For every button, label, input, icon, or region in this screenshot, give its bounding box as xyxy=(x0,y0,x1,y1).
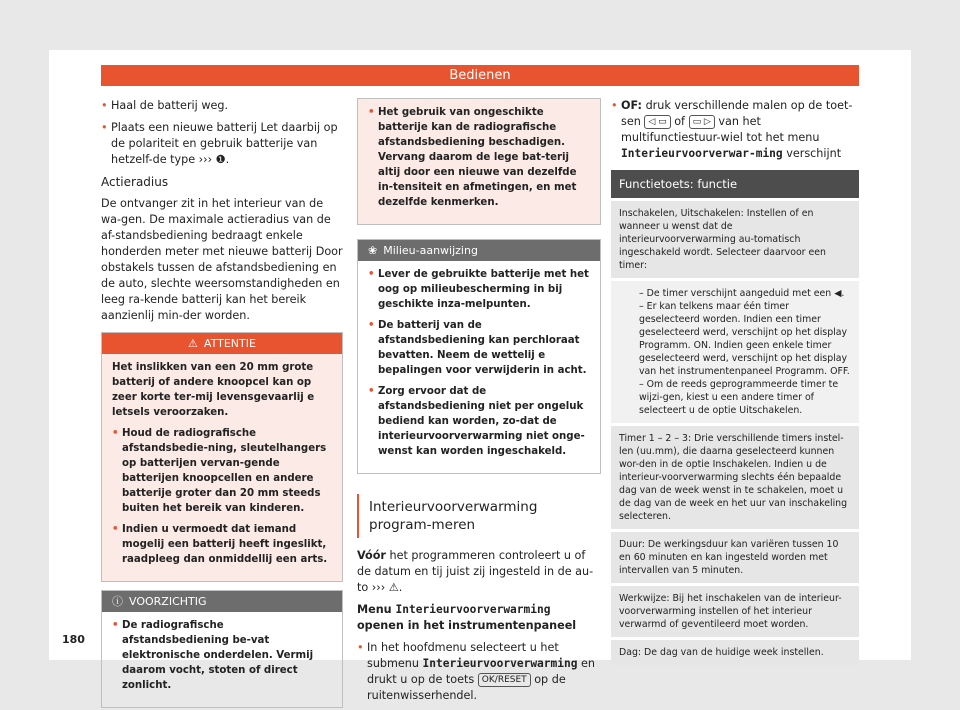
warning-title: ATTENTIE xyxy=(203,337,256,350)
bullet-remove-battery: • Haal de batterij weg. xyxy=(101,98,343,114)
bullet-submenu xyxy=(357,640,601,704)
environment-title: Milieu-aanwijzing xyxy=(383,244,478,257)
or-text-mid: of xyxy=(670,115,689,128)
before-text: het programmeren controleert u of de datum en tij juist zij ingesteld in de au-to ››› ⚠. xyxy=(357,549,594,594)
column-right xyxy=(611,98,859,665)
para-before-programming xyxy=(357,548,601,596)
warning-continued-box xyxy=(357,98,601,225)
environment-body xyxy=(358,261,600,473)
function-table xyxy=(611,170,859,665)
submenu-text-c: op de ruitenwisserhendel. xyxy=(367,673,566,702)
warning-body xyxy=(102,354,342,581)
row-dag: Dag: De dag van de huidige week instellen. xyxy=(611,639,859,666)
para-range: De ontvanger zit in het interieur van de wa-gen. De maximale actieradius van de af-standsbediening bedraagt enkele honderden meter met nieuwe batterij Door obstakels tussen de afstandsbediening en de auto, slechte weersomstandigheden en leeg ra-kende batterij kan het bereik aanzienlij min-der worden. xyxy=(101,197,343,322)
warning-continued-body xyxy=(358,99,600,224)
row-inschakelen-details: – De timer verschijnt aangeduid met een ◀. – Er kan telkens maar één timer geselecteerd worden. Indien een timer geselecteerd werd, verschijnt op het display Programm. ON. Indien geen enkele timer geselecteerd werd, verschijnt op het display van het instrumentenpaneel Programm. OFF. – Om de reeds geprogrammeerde timer te wijzi-gen, kiest u een andere timer of selecteert u de optie Uitschakelen. xyxy=(611,280,859,425)
section-title: Interieurvoorverwarming program-meren xyxy=(357,494,601,538)
warning-bullet-1: • Houd de radiografische afstandsbedie-ning, sleutelhangers op batterijen vervan-gende batterijen knoopcellen en andere batterije groter dan 20 mm steeds buiten het bereik van kinderen. xyxy=(112,426,332,516)
warning-header xyxy=(102,333,342,354)
caution-box xyxy=(101,590,343,708)
or-label: OF: xyxy=(621,99,643,112)
table-row xyxy=(611,639,859,666)
info-icon: ⓘ xyxy=(112,595,123,608)
environment-header xyxy=(358,240,600,261)
table-row xyxy=(611,280,859,425)
menu-instruction xyxy=(357,602,601,634)
heading-range: Actieradius xyxy=(101,175,169,189)
warning-box xyxy=(101,332,343,582)
function-table-title: Functietoets: functie xyxy=(611,170,859,198)
table-row xyxy=(611,585,859,639)
function-table-body xyxy=(611,198,859,665)
menu-text: openen in het instrumentenpaneel xyxy=(357,619,577,632)
environment-box xyxy=(357,239,601,474)
submenu-code: Interieurvoorverwarming xyxy=(422,657,578,670)
row-werkwijze: Werkwijze: Bij het inschakelen van de interieur-voorverwarming instellen of het interieur verwarmd of geventileerd moet worden. xyxy=(611,585,859,639)
leaf-icon: ❀ xyxy=(368,244,378,257)
or-text-c: verschijnt xyxy=(782,147,842,160)
caution-title: VOORZICHTIG xyxy=(129,595,207,608)
right-arrow-key: ▭ ▷ xyxy=(689,115,715,129)
before-label: Vóór xyxy=(357,549,386,562)
column-middle xyxy=(357,98,601,710)
table-row xyxy=(611,531,859,585)
caution-body xyxy=(102,612,342,707)
caution-header xyxy=(102,591,342,612)
environment-bullet-3: • Zorg ervoor dat de afstandsbediening niet per ongeluk bediend kan worden, zo-dat de interieurvoorverwarming niet onge-wenst kan worden ingeschakeld. xyxy=(368,384,590,459)
or-text-a: druk verschillende malen op de toet-sen xyxy=(621,99,853,128)
column-left xyxy=(101,98,343,708)
or-code: Interieurvoorverwar-ming xyxy=(621,147,783,160)
left-arrow-key: ◁ ▭ xyxy=(644,115,670,129)
caution-bullet-1: • De radiografische afstandsbediening be-vat elektronische onderdelen. Vermij daarom vocht, stoten of direct zonlicht. xyxy=(112,618,332,693)
warning-text: Het inslikken van een 20 mm grote batterij of andere knoopcel kan op zeer korte ter-mij levensgevaarlij e letsels veroorzaken. xyxy=(112,362,315,418)
submenu-text-a: In het hoofdmenu selecteert u het submenu xyxy=(367,641,559,670)
or-text-b: van het multifunctiestuur-wiel tot het menu xyxy=(621,115,820,144)
warning-bullet-2: • Indien u vermoedt dat iemand mogelij een batterij heeft ingeslikt, raadpleeg dan onmiddellij een arts. xyxy=(112,522,332,567)
environment-bullet-1: • Lever de gebruikte batterije met het oog op milieubescherming in bij geschikte inza-melpunten. xyxy=(368,267,590,312)
submenu-text-b: en drukt u op de toets xyxy=(367,657,595,686)
row-inschakelen: Inschakelen, Uitschakelen: Instellen of en wanneer u wenst dat de interieurvoorverwarming au-tomatisch ingeschakeld wordt. Selecteer daarvoor een timer: xyxy=(611,200,859,280)
page-number: 180 xyxy=(62,633,85,646)
menu-label: Menu xyxy=(357,603,396,616)
page-header: Bedienen xyxy=(101,65,859,86)
table-row xyxy=(611,200,859,280)
row-timer: Timer 1 – 2 – 3: Drie verschillende timers instel-len (uu.mm), die daarna geselecteerd kunnen wor-den in de optie Inschakelen. Indien u de interieur-voorverwarming slechts één bepaalde dag van de week wenst in te schakelen, moet u de dag van de week en het uur van inschakeling selecteren. xyxy=(611,425,859,531)
table-row xyxy=(611,425,859,531)
menu-code: Interieurvoorverwarming xyxy=(395,603,551,616)
ok-reset-key: OK/RESET xyxy=(478,673,531,687)
row-duur: Duur: De werkingsduur kan variëren tussen 10 en 60 minuten en kan ingesteld worden met intervallen van 5 minuten. xyxy=(611,531,859,585)
bullet-new-battery: • Plaats een nieuwe batterij Let daarbij op de polariteit en gebruik batterije van hetzelf-de type ››› ❶. xyxy=(101,120,343,168)
environment-bullet-2: • De batterij van de afstandsbediening kan perchloraat bevatten. Neem de wettelij e bepalingen voor verwijderin in acht. xyxy=(368,318,590,378)
warning-bullet-3: • Het gebruik van ongeschikte batterije kan de radiografische afstandsbediening beschadigen. Vervang daarom de lege bat-terij altij door een nieuwe van dezelfde in-tensiteit en afmetingen, en met dezelfde kenmerken. xyxy=(368,105,590,210)
warning-icon: ⚠ xyxy=(188,337,198,350)
bullet-or xyxy=(611,98,859,162)
